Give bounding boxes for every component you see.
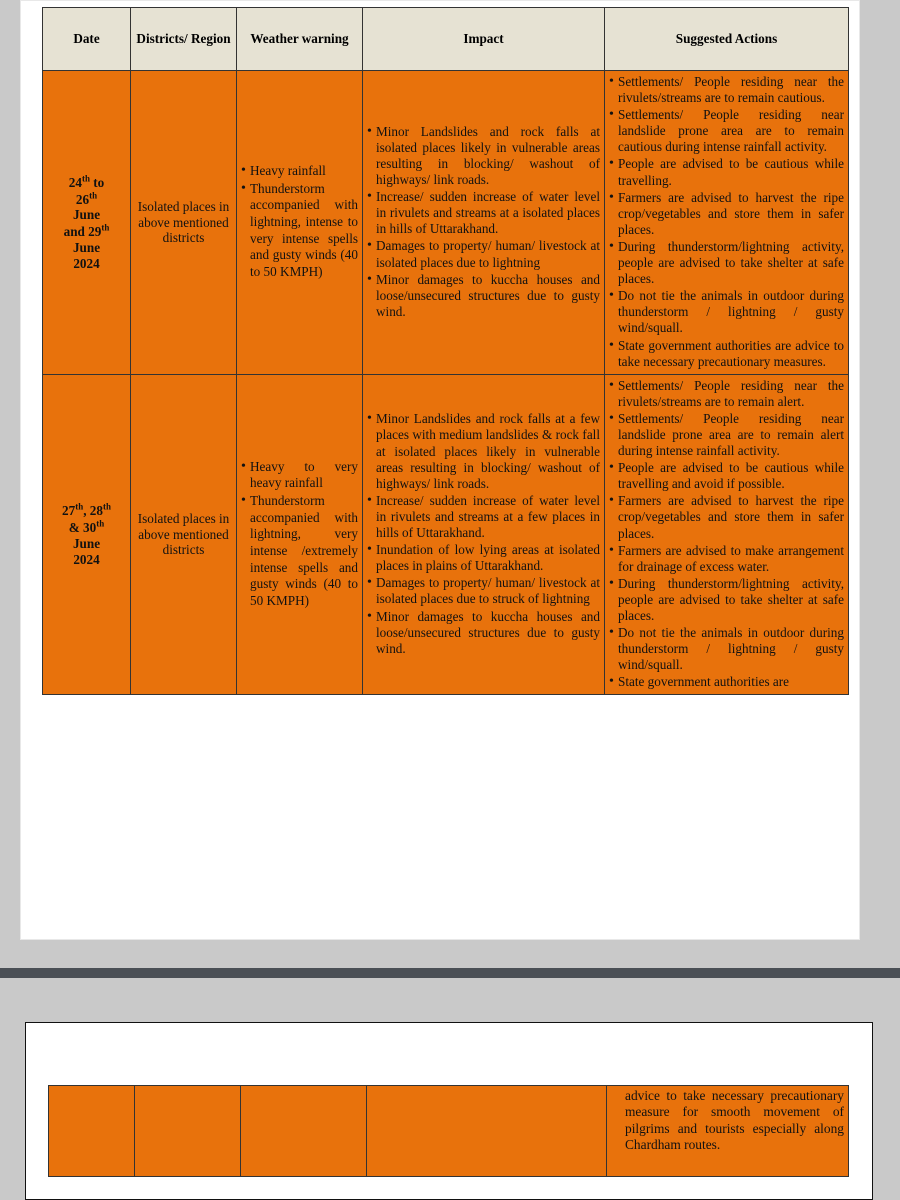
list-item: • Increase/ sudden increase of water level in rivulets and streams at a few places in hills of Uttarakhand. [367,493,600,541]
table-body [43,71,849,695]
list-item: • Settlements/ People residing near landslide prone area are to remain cautious during intense rainfall activity. [609,107,844,155]
date-line [47,502,126,519]
date-text: June [72,207,101,223]
suggested-actions-list [609,74,844,370]
date-line [47,174,126,191]
list-item: • Thunderstorm accompanied with lightning, very intense /extremely intense spells and gusty winds (40 to 50 KMPH) [241,493,358,609]
list-item: • Thunderstorm accompanied with lightning, intense to very intense spells and gusty winds (40 to 50 KMPH) [241,181,358,281]
list-item: • Minor Landslides and rock falls at a few places with medium landslides & rock fall at isolated places likely in vulnerable areas resulting in blocking/ washout of highways/ link roads. [367,411,600,491]
date-line [47,536,126,552]
table-row [43,71,849,375]
date-line [47,240,126,256]
date-line [47,190,126,207]
column-header-date: Date [43,8,131,71]
cell-date [43,71,131,375]
list-item: • State government authorities are advice to take necessary precautionary measures. [609,338,844,370]
date-line [47,256,126,272]
date-text: 27th, 28th [62,502,111,519]
cell-date-empty [49,1086,135,1177]
date-text: 26th [75,190,98,207]
column-header-weather-warning: Weather warning [237,8,363,71]
list-item: • Settlements/ People residing near the rivulets/streams are to remain alert. [609,378,844,410]
cell-weather-warning [237,374,363,695]
cell-region: Isolated places in above mentioned districts [131,71,237,375]
document-sheet-second [25,1022,873,1200]
list-item: • Settlements/ People residing near landslide prone area are to remain alert during intense rainfall activity. [609,411,844,459]
list-item: • Farmers are advised to make arrangement for drainage of excess water. [609,543,844,575]
date-text: 2024 [73,255,100,271]
cell-region: Isolated places in above mentioned districts [131,374,237,695]
list-item: • Minor damages to kuccha houses and loose/unsecured structures due to gusty wind. [367,609,600,657]
list-item: • Damages to property/ human/ livestock at isolated places due to lightning [367,238,600,270]
weather-warning-table-continued [48,1085,849,1177]
table-row [43,374,849,695]
cell-suggested-actions [605,374,849,695]
date-line [47,223,126,240]
date-line [47,207,126,223]
date-text: & 30th [68,519,105,536]
list-item: • Do not tie the animals in outdoor during thunderstorm / lightning / gusty wind/squall. [609,288,844,336]
date-line [47,552,126,568]
table-row [49,1086,849,1177]
list-item: • Heavy to very heavy rainfall [241,459,358,492]
list-item: • Settlements/ People residing near the rivulets/streams are to remain cautious. [609,74,844,106]
column-header-suggested-actions: Suggested Actions [605,8,849,71]
list-item: • During thunderstorm/lightning activity, people are advised to take shelter at safe places. [609,239,844,287]
list-item: • Minor damages to kuccha houses and loose/unsecured structures due to gusty wind. [367,272,600,320]
list-item: • People are advised to be cautious while travelling. [609,156,844,188]
weather-warning-list [241,163,358,280]
list-item: • Farmers are advised to harvest the ripe crop/vegetables and store them in safer places. [609,190,844,238]
suggested-actions-list [609,378,844,691]
table-header-row [43,8,849,71]
list-item: • Farmers are advised to harvest the ripe crop/vegetables and store them in safer places. [609,493,844,541]
cell-region-empty [135,1086,241,1177]
cell-weather-warning [237,71,363,375]
table-header [43,8,849,71]
document-sheet-first [20,0,860,940]
cell-impact [363,71,605,375]
page-divider [0,968,900,978]
weather-warning-list [241,459,358,610]
cell-date [43,374,131,695]
cell-impact [363,374,605,695]
column-header-districts-region: Districts/ Region [131,8,237,71]
impact-list [367,124,600,320]
cell-suggested-actions [605,71,849,375]
list-item: • During thunderstorm/lightning activity, people are advised to take shelter at safe places. [609,576,844,624]
list-item: • Inundation of low lying areas at isolated places in plains of Uttarakhand. [367,542,600,574]
list-item: • Minor Landslides and rock falls at isolated places likely in vulnerable areas resulting in blocking/ washout of highways/ link roads. [367,124,600,188]
table-body-continued [49,1086,849,1177]
date-text: and 29th [63,223,110,240]
cell-suggested-actions-continued: advice to take necessary precautionary measure for smooth movement of pilgrims and tourists especially along Chardham routes. [607,1086,849,1177]
page-background-gap [0,940,900,1022]
cell-impact-empty [367,1086,607,1177]
list-item: • Damages to property/ human/ livestock at isolated places due to struck of lightning [367,575,600,607]
cell-weather-warning-empty [241,1086,367,1177]
date-text: 24th to [68,173,105,190]
date-text: June [72,535,101,551]
column-header-impact: Impact [363,8,605,71]
weather-warning-table [42,7,849,695]
date-text: 2024 [73,551,100,567]
list-item: • State government authorities are [609,674,844,690]
date-text: June [72,240,101,255]
list-item: • Do not tie the animals in outdoor during thunderstorm / lightning / gusty wind/squall. [609,625,844,673]
impact-list [367,411,600,656]
list-item: • Heavy rainfall [241,163,358,180]
date-line [47,519,126,536]
list-item: • People are advised to be cautious while travelling and avoid if possible. [609,460,844,492]
list-item: • Increase/ sudden increase of water level in rivulets and streams at a isolated places in hills of Uttarakhand. [367,189,600,237]
